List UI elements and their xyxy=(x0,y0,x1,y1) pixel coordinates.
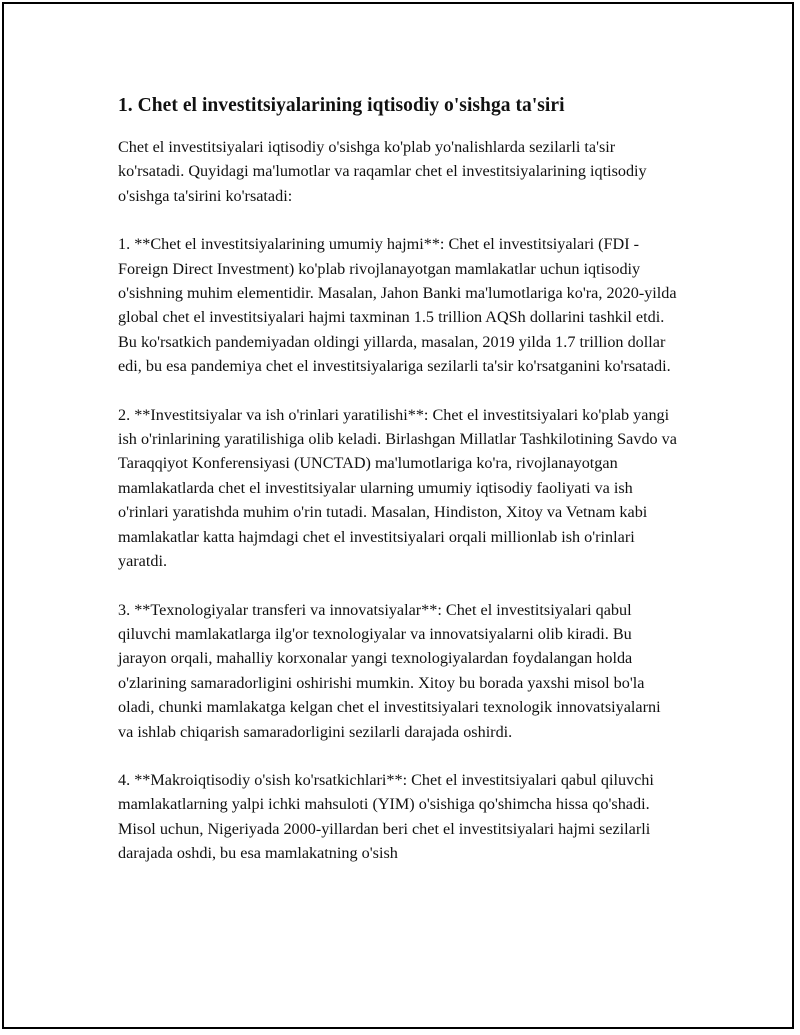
document-body xyxy=(118,93,678,890)
paragraph-4: 4. **Makroiqtisodiy o'sish ko'rsatkichlari**: Chet el investitsiyalari qabul qiluvchi mamlakatlarning yalpi ichki mahsuloti (YIM) o'sishiga qo'shimcha hissa qo'shadi. Misol uchun, Nigeriyada 2000-yillardan beri chet el investitsiyalari hajmi sezilarli darajada oshdi, bu esa mamlakatning o'sish xyxy=(118,770,654,863)
paragraph-1: 1. **Chet el investitsiyalarining umumiy hajmi**: Chet el investitsiyalari (FDI - Foreign Direct Investment) ko'plab rivojlanayotgan mamlakatlar uchun iqtisodiy o'sishning muhim elementidir. Masalan, Jahon Banki ma'lumotlariga ko'ra, 2020-yilda global chet el investitsiyalari hajmi taxminan 1.5 trillion AQSh dollarini tashkil etdi. Bu ko'rsatkich pandemiyadan oldingi yillarda, masalan, 2019 yilda 1.7 trillion dollar edi, bu esa pandemiya chet el investitsiyalariga sezilarli ta'sir ko'rsatganini ko'rsatadi. xyxy=(118,235,677,376)
section-heading: 1. Chet el investitsiyalarining iqtisodiy o'sishga ta'siri xyxy=(118,95,565,116)
paragraph-3: 3. **Texnologiyalar transferi va innovatsiyalar**: Chet el investitsiyalari qabul qiluvchi mamlakatlarga ilg'or texnologiyalar va innovatsiyalarni olib kiradi. Bu jarayon orqali, mahalliy korxonalar yangi texnologiyalardan foydalangan holda o'zlarining samaradorligini oshirishi mumkin. Xitoy bu borada yaxshi misol bo'la oladi, chunki mamlakatga kelgan chet el investitsiyalari texnologik innovatsiyalarni va ishlab chiqarish samaradorligini sezilarli darajada oshirdi. xyxy=(118,600,661,741)
paragraph-2: 2. **Investitsiyalar va ish o'rinlari yaratilishi**: Chet el investitsiyalari ko'plab yangi ish o'rinlarining yaratilishiga olib keladi. Birlashgan Millatlar Tashkilotining Savdo va Taraqqiyot Konferensiyasi (UNCTAD) ma'lumotlariga ko'ra, rivojlanayotgan mamlakatlarda chet el investitsiyalar ularning umumiy iqtisodiy faoliyati va ish o'rinlari yaratishda muhim o'rin tutadi. Masalan, Hindiston, Xitoy va Vetnam kabi mamlakatlar katta hajmdagi chet el investitsiyalari orqali millionlab ish o'rinlari yaratdi. xyxy=(118,405,677,571)
intro-paragraph: Chet el investitsiyalari iqtisodiy o'sishga ko'plab yo'nalishlarda sezilarli ta'sir ko'rsatadi. Quyidagi ma'lumotlar va raqamlar chet el investitsiyalarining iqtisodiy o'sishga ta'sirini ko'rsatadi: xyxy=(118,138,647,205)
